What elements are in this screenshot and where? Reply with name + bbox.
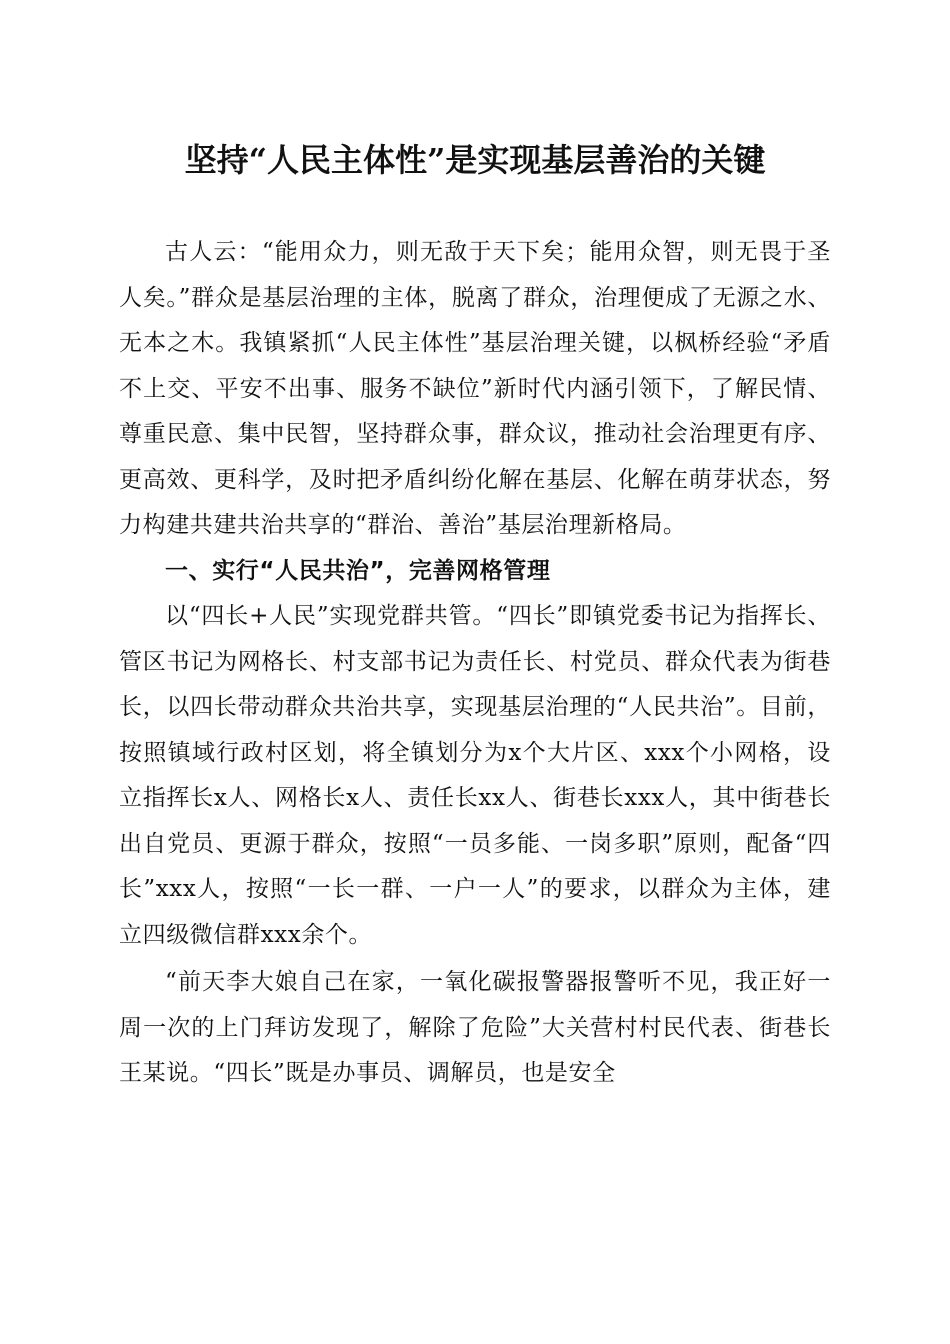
section-1-paragraph-1: 以“四长+人民”实现党群共管。“四长”即镇党委书记为指挥长、管区书记为网格长、村支部书记为责任长、村党员、群众代表为街巷长，以四长带动群众共治共享，实现基层治理的“人民共治”。目前，按照镇域行政村区划，将全镇划分为x个大片区、xxx个小网格，设立指挥长x人、网格长x人、责任长xx人、街巷长xxx人，其中街巷长出自党员、更源于群众，按照“一员多能、一岗多职”原则，配备“四长”xxx人，按照“一长一群、一户一人”的要求，以群众为主体，建立四级微信群xxx余个。 <box>119 603 831 948</box>
section-1-heading: 一、实行“人民共治”，完善网格管理 <box>165 557 551 584</box>
section-1-paragraph-2: “前天李大娘自己在家，一氧化碳报警器报警听不见，我正好一周一次的上门拜访发现了，解除了危险”大关营村村民代表、街巷长王某说。“四长”既是办事员、调解员，也是安全 <box>119 969 831 1086</box>
document-title: 坚持“人民主体性”是实现基层善治的关键 <box>184 141 766 179</box>
document-body <box>119 230 831 1097</box>
intro-paragraph: 古人云：“能用众力，则无敌于天下矣；能用众智，则无畏于圣人矣。”群众是基层治理的主体，脱离了群众，治理便成了无源之水、无本之木。我镇紧抓“人民主体性”基层治理关键，以枫桥经验“矛盾不上交、平安不出事、服务不缺位”新时代内涵引领下，了解民情、尊重民意、集中民智，坚持群众事，群众议，推动社会治理更有序、更高效、更科学，及时把矛盾纠纷化解在基层、化解在萌芽状态，努力构建共建共治共享的“群治、善治”基层治理新格局。 <box>119 239 831 538</box>
